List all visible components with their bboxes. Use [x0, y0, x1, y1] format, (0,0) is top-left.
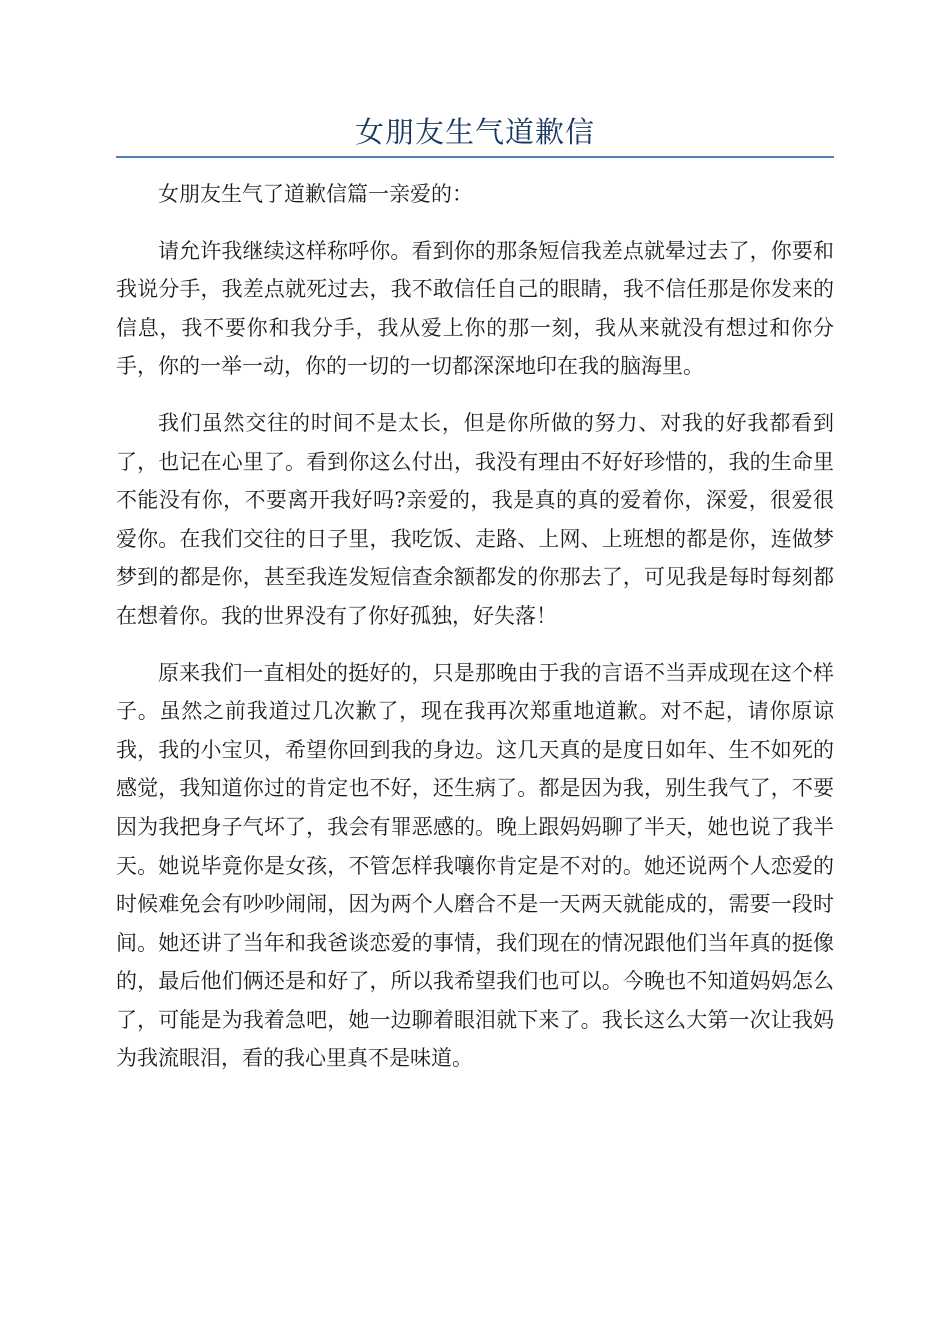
title-block [116, 112, 834, 158]
letter-body [116, 175, 834, 1096]
paragraph-3: 原来我们一直相处的挺好的，只是那晚由于我的言语不当弄成现在这个样子。虽然之前我道过几次歉了，现在我再次郑重地道歉。对不起，请你原谅我，我的小宝贝，希望你回到我的身边。这几天真的是度日如年、生不如死的感觉，我知道你过的肯定也不好，还生病了。都是因为我，别生我气了，不要因为我把身子气坏了，我会有罪恶感的。晚上跟妈妈聊了半天，她也说了我半天。她说毕竟你是女孩，不管怎样我嚷你肯定是不对的。她还说两个人恋爱的时候难免会有吵吵闹闹，因为两个人磨合不是一天两天就能成的，需要一段时间。她还讲了当年和我爸谈恋爱的事情，我们现在的情况跟他们当年真的挺像的，最后他们俩还是和好了，所以我希望我们也可以。今晚也不知道妈妈怎么了，可能是为我着急吧，她一边聊着眼泪就下来了。我长这么大第一次让我妈为我流眼泪，看的我心里真不是味道。 [116, 660, 834, 1071]
paragraph-greeting: 女朋友生气了道歉信篇一亲爱的： [158, 182, 473, 206]
paragraph-2: 我们虽然交往的时间不是太长，但是你所做的努力、对我的好我都看到了，也记在心里了。看到你这么付出，我没有理由不好好珍惜的，我的生命里不能没有你，不要离开我好吗?亲爱的，我是真的真的爱着你，深爱，很爱很爱你。在我们交往的日子里，我吃饭、走路、上网、上班想的都是你，连做梦梦到的都是你，甚至我连发短信查余额都发的你那去了，可见我是每时每刻都在想着你。我的世界没有了你好孤独，好失落！ [116, 410, 834, 628]
paragraph-1: 请允许我继续这样称呼你。看到你的那条短信我差点就晕过去了，你要和我说分手，我差点就死过去，我不敢信任自己的眼睛，我不信任那是你发来的信息，我不要你和我分手，我从爱上你的那一刻，我从来就没有想过和你分手，你的一举一动，你的一切的一切都深深地印在我的脑海里。 [116, 238, 834, 379]
document-title: 女朋友生气道歉信 [354, 115, 595, 149]
